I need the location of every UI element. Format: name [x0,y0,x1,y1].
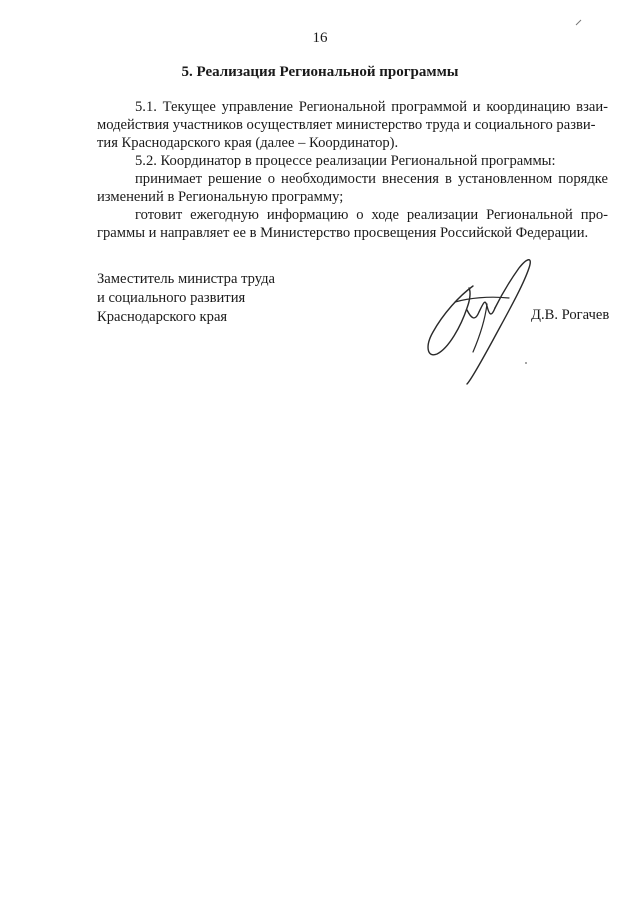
section-heading: 5. Реализация Региональной программы [181,64,459,80]
signatory-position [97,270,275,327]
text-line: тия Краснодарского края (далее – Координатор). [97,135,399,151]
body-text [97,98,608,242]
signatory-position-line: Краснодарского края [97,309,228,325]
scan-dot [524,352,528,370]
paragraph-annual-info [97,206,608,242]
paragraph-5-2 [97,152,608,170]
signatory-position-line: и социального развития [97,290,246,306]
text-line: изменений в Региональную программу; [97,189,344,205]
text-line: 5.2. Координатор в процессе реализации Региональной программы: [135,153,556,169]
text-line: принимает решение о необходимости внесения в установленном порядке [135,171,608,187]
text-line: модействия участников осуществляет министерство труда и социального разви- [97,117,596,133]
page-number: 16 [312,30,328,46]
text-line: 5.1. Текущее управление Региональной программой и координацию взаи- [135,99,608,115]
signatory-position-line: Заместитель министра труда [97,271,276,287]
text-line: готовит ежегодную информацию о ходе реализации Региональной про- [135,207,608,223]
paragraph-5-1 [97,98,608,152]
signatory-name: Д.В. Рогачев [531,307,610,323]
text-line: граммы и направляет ее в Министерство просвещения Российской Федерации. [97,225,589,241]
paragraph-decision [97,170,608,206]
